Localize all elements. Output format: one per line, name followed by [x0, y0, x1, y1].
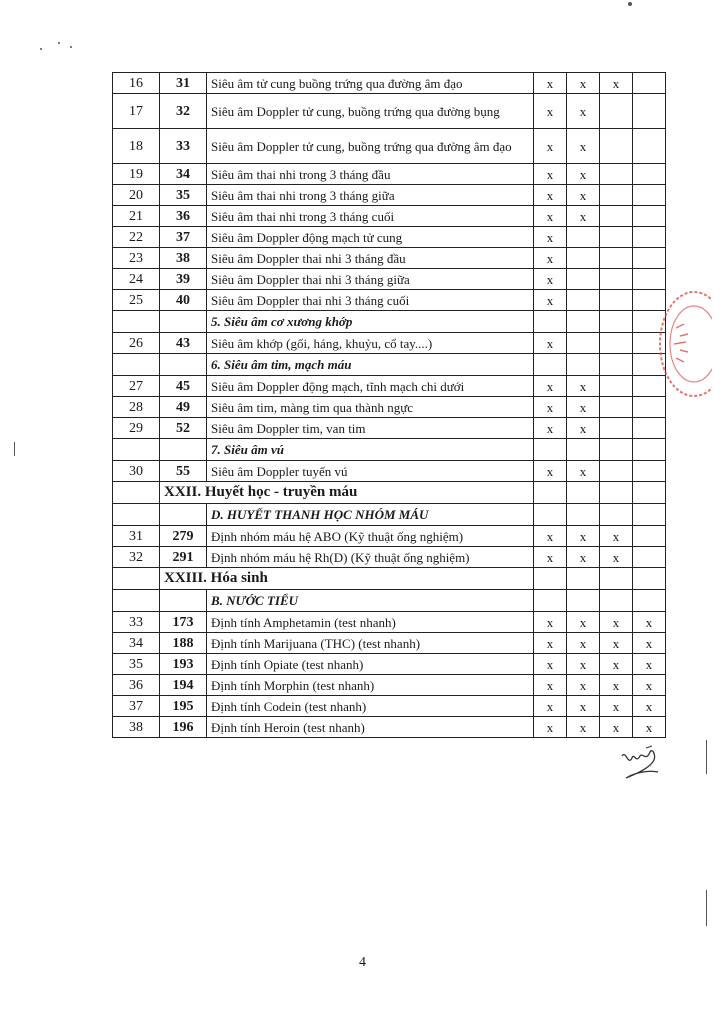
- subsection-header-row: [113, 590, 666, 612]
- empty-cell: [633, 590, 666, 612]
- procedure-code-cell: 33: [160, 129, 207, 164]
- procedure-code-cell: 195: [160, 696, 207, 717]
- table-row: [113, 612, 666, 633]
- empty-cell: [534, 590, 567, 612]
- table-row: [113, 633, 666, 654]
- empty-cell: [160, 311, 207, 333]
- facility-mark-cell: [633, 94, 666, 129]
- handwritten-signature: [616, 744, 662, 784]
- row-number-cell: 19: [113, 164, 160, 185]
- facility-mark-cell: [567, 290, 600, 311]
- scan-line: [706, 890, 707, 926]
- subsection-header-row: [113, 504, 666, 526]
- procedure-name-cell: Siêu âm Doppler động mạch, tĩnh mạch chi dưới: [207, 376, 534, 397]
- procedure-code-cell: 188: [160, 633, 207, 654]
- procedure-name-cell: Siêu âm thai nhi trong 3 tháng đầu: [207, 164, 534, 185]
- facility-mark-cell: x: [567, 397, 600, 418]
- procedure-code-cell: 193: [160, 654, 207, 675]
- facility-mark-cell: x: [633, 717, 666, 738]
- row-number-cell: 24: [113, 269, 160, 290]
- facility-mark-cell: x: [534, 696, 567, 717]
- facility-mark-cell: x: [567, 717, 600, 738]
- row-number-cell: 37: [113, 696, 160, 717]
- procedure-code-cell: 173: [160, 612, 207, 633]
- facility-mark-cell: x: [567, 654, 600, 675]
- facility-mark-cell: x: [567, 94, 600, 129]
- facility-mark-cell: x: [534, 461, 567, 482]
- row-number-cell: 22: [113, 227, 160, 248]
- facility-mark-cell: x: [534, 633, 567, 654]
- procedure-name-cell: Siêu âm thai nhi trong 3 tháng cuối: [207, 206, 534, 227]
- empty-cell: [600, 311, 633, 333]
- table-row: [113, 376, 666, 397]
- empty-cell: [113, 504, 160, 526]
- empty-cell: [534, 311, 567, 333]
- procedure-name-cell: Định tính Codein (test nhanh): [207, 696, 534, 717]
- table-row: [113, 94, 666, 129]
- facility-mark-cell: [567, 227, 600, 248]
- procedure-name-cell: Định tính Amphetamin (test nhanh): [207, 612, 534, 633]
- row-number-cell: 26: [113, 333, 160, 354]
- facility-mark-cell: [600, 94, 633, 129]
- procedure-code-cell: 34: [160, 164, 207, 185]
- row-number-cell: 29: [113, 418, 160, 439]
- facility-mark-cell: x: [600, 717, 633, 738]
- procedure-code-cell: 37: [160, 227, 207, 248]
- row-number-cell: 20: [113, 185, 160, 206]
- facility-mark-cell: x: [633, 654, 666, 675]
- facility-mark-cell: x: [534, 526, 567, 547]
- facility-mark-cell: x: [567, 129, 600, 164]
- facility-mark-cell: x: [534, 376, 567, 397]
- section-header-row: [113, 568, 666, 590]
- table-row: [113, 73, 666, 94]
- procedure-code-cell: 291: [160, 547, 207, 568]
- empty-cell: [534, 439, 567, 461]
- facility-mark-cell: x: [567, 547, 600, 568]
- section-title: XXIII. Hóa sinh: [160, 568, 534, 590]
- empty-cell: [113, 439, 160, 461]
- facility-mark-cell: [600, 376, 633, 397]
- facility-mark-cell: x: [600, 675, 633, 696]
- procedure-code-cell: 196: [160, 717, 207, 738]
- empty-cell: [600, 568, 633, 590]
- empty-cell: [600, 439, 633, 461]
- empty-cell: [600, 590, 633, 612]
- facility-mark-cell: [633, 418, 666, 439]
- empty-cell: [534, 568, 567, 590]
- procedure-name-cell: Định tính Morphin (test nhanh): [207, 675, 534, 696]
- empty-cell: [160, 504, 207, 526]
- facility-mark-cell: [567, 333, 600, 354]
- facility-mark-cell: x: [567, 185, 600, 206]
- procedure-name-cell: Định tính Opiate (test nhanh): [207, 654, 534, 675]
- table-row: [113, 654, 666, 675]
- facility-mark-cell: x: [567, 696, 600, 717]
- empty-cell: [600, 354, 633, 376]
- facility-mark-cell: x: [534, 397, 567, 418]
- facility-mark-cell: [600, 164, 633, 185]
- facility-mark-cell: x: [534, 129, 567, 164]
- procedure-name-cell: Định tính Marijuana (THC) (test nhanh): [207, 633, 534, 654]
- subsection-header-row: [113, 311, 666, 333]
- facility-mark-cell: x: [534, 717, 567, 738]
- empty-cell: [633, 568, 666, 590]
- facility-mark-cell: x: [567, 526, 600, 547]
- empty-cell: [534, 354, 567, 376]
- facility-mark-cell: x: [534, 164, 567, 185]
- facility-mark-cell: x: [600, 547, 633, 568]
- facility-mark-cell: x: [534, 248, 567, 269]
- facility-mark-cell: x: [534, 547, 567, 568]
- procedure-name-cell: Siêu âm khớp (gối, háng, khuỷu, cổ tay....): [207, 333, 534, 354]
- section-title: XXII. Huyết học - truyền máu: [160, 482, 534, 504]
- row-number-cell: 34: [113, 633, 160, 654]
- facility-mark-cell: [600, 227, 633, 248]
- facility-mark-cell: [633, 185, 666, 206]
- empty-cell: [160, 439, 207, 461]
- facility-mark-cell: [600, 290, 633, 311]
- facility-mark-cell: x: [600, 633, 633, 654]
- facility-mark-cell: x: [567, 206, 600, 227]
- empty-cell: [567, 311, 600, 333]
- table-row: [113, 227, 666, 248]
- procedure-name-cell: Định tính Heroin (test nhanh): [207, 717, 534, 738]
- red-seal-stamp: [654, 288, 712, 400]
- empty-cell: [567, 504, 600, 526]
- procedure-code-cell: 36: [160, 206, 207, 227]
- procedure-name-cell: Siêu âm Doppler động mạch tử cung: [207, 227, 534, 248]
- row-number-cell: 35: [113, 654, 160, 675]
- empty-cell: [113, 311, 160, 333]
- procedure-name-cell: Siêu âm thai nhi trong 3 tháng giữa: [207, 185, 534, 206]
- procedure-name-cell: Siêu âm Doppler tử cung, buồng trứng qua đường âm đạo: [207, 129, 534, 164]
- scan-speck: [70, 46, 72, 48]
- table-row: [113, 717, 666, 738]
- facility-mark-cell: x: [534, 654, 567, 675]
- facility-mark-cell: x: [567, 675, 600, 696]
- row-number-cell: 17: [113, 94, 160, 129]
- row-number-cell: 16: [113, 73, 160, 94]
- empty-cell: [600, 482, 633, 504]
- row-number-cell: 21: [113, 206, 160, 227]
- facility-mark-cell: [633, 164, 666, 185]
- procedure-name-cell: Định nhóm máu hệ ABO (Kỹ thuật ống nghiệm): [207, 526, 534, 547]
- empty-cell: [534, 504, 567, 526]
- subsection-header-row: [113, 354, 666, 376]
- facility-mark-cell: [633, 248, 666, 269]
- scan-speck: [58, 42, 60, 44]
- table-row: [113, 248, 666, 269]
- subsection-title: 6. Siêu âm tim, mạch máu: [207, 354, 534, 376]
- facility-mark-cell: [633, 227, 666, 248]
- facility-mark-cell: x: [567, 633, 600, 654]
- procedure-code-cell: 55: [160, 461, 207, 482]
- empty-cell: [567, 482, 600, 504]
- facility-mark-cell: x: [567, 376, 600, 397]
- facility-mark-cell: x: [534, 612, 567, 633]
- procedure-name-cell: Định nhóm máu hệ Rh(D) (Kỹ thuật ống nghiệm): [207, 547, 534, 568]
- procedure-code-cell: 43: [160, 333, 207, 354]
- empty-cell: [600, 504, 633, 526]
- empty-cell: [633, 504, 666, 526]
- table-row: [113, 461, 666, 482]
- empty-cell: [567, 568, 600, 590]
- facility-mark-cell: x: [534, 290, 567, 311]
- row-number-cell: 33: [113, 612, 160, 633]
- scan-line: [706, 740, 707, 774]
- procedure-code-cell: 194: [160, 675, 207, 696]
- row-number-cell: 28: [113, 397, 160, 418]
- row-number-cell: 36: [113, 675, 160, 696]
- facility-mark-cell: [600, 461, 633, 482]
- facility-mark-cell: [600, 333, 633, 354]
- row-number-cell: 23: [113, 248, 160, 269]
- table-row: [113, 333, 666, 354]
- section-header-row: [113, 482, 666, 504]
- row-number-cell: 32: [113, 547, 160, 568]
- procedure-name-cell: Siêu âm Doppler tim, van tim: [207, 418, 534, 439]
- table-row: [113, 675, 666, 696]
- procedure-name-cell: Siêu âm Doppler thai nhi 3 tháng đầu: [207, 248, 534, 269]
- procedure-code-cell: 38: [160, 248, 207, 269]
- facility-mark-cell: x: [534, 206, 567, 227]
- procedure-code-cell: 39: [160, 269, 207, 290]
- facility-mark-cell: [600, 185, 633, 206]
- facility-mark-cell: x: [534, 185, 567, 206]
- facility-mark-cell: x: [633, 696, 666, 717]
- facility-mark-cell: x: [534, 675, 567, 696]
- empty-cell: [567, 590, 600, 612]
- procedure-code-cell: 279: [160, 526, 207, 547]
- facility-mark-cell: [600, 206, 633, 227]
- procedure-name-cell: Siêu âm Doppler thai nhi 3 tháng giữa: [207, 269, 534, 290]
- procedure-table-container: [112, 72, 653, 738]
- facility-mark-cell: x: [600, 654, 633, 675]
- procedure-name-cell: Siêu âm tim, màng tim qua thành ngực: [207, 397, 534, 418]
- facility-mark-cell: x: [567, 418, 600, 439]
- subsection-title: D. HUYẾT THANH HỌC NHÓM MÁU: [207, 504, 534, 526]
- empty-cell: [160, 354, 207, 376]
- facility-mark-cell: x: [633, 612, 666, 633]
- row-number-cell: 30: [113, 461, 160, 482]
- facility-mark-cell: [600, 129, 633, 164]
- facility-mark-cell: x: [567, 73, 600, 94]
- procedure-name-cell: Siêu âm Doppler tuyến vú: [207, 461, 534, 482]
- empty-cell: [113, 568, 160, 590]
- facility-mark-cell: [600, 269, 633, 290]
- empty-cell: [633, 439, 666, 461]
- procedure-code-cell: 32: [160, 94, 207, 129]
- table-row: [113, 129, 666, 164]
- facility-mark-cell: [567, 269, 600, 290]
- procedure-name-cell: Siêu âm tử cung buồng trứng qua đường âm đạo: [207, 73, 534, 94]
- row-number-cell: 31: [113, 526, 160, 547]
- facility-mark-cell: x: [534, 418, 567, 439]
- procedure-table-body: [113, 73, 666, 738]
- row-number-cell: 27: [113, 376, 160, 397]
- scan-line: [14, 442, 15, 456]
- procedure-name-cell: Siêu âm Doppler thai nhi 3 tháng cuối: [207, 290, 534, 311]
- facility-mark-cell: [567, 248, 600, 269]
- subsection-title: 5. Siêu âm cơ xương khớp: [207, 311, 534, 333]
- facility-mark-cell: x: [600, 526, 633, 547]
- table-row: [113, 164, 666, 185]
- procedure-name-cell: Siêu âm Doppler tử cung, buồng trứng qua đường bụng: [207, 94, 534, 129]
- facility-mark-cell: x: [633, 633, 666, 654]
- row-number-cell: 25: [113, 290, 160, 311]
- table-row: [113, 397, 666, 418]
- empty-cell: [113, 354, 160, 376]
- procedure-code-cell: 52: [160, 418, 207, 439]
- facility-mark-cell: x: [534, 73, 567, 94]
- facility-mark-cell: x: [600, 612, 633, 633]
- empty-cell: [633, 482, 666, 504]
- facility-mark-cell: [633, 206, 666, 227]
- table-row: [113, 547, 666, 568]
- facility-mark-cell: x: [534, 94, 567, 129]
- procedure-code-cell: 40: [160, 290, 207, 311]
- facility-mark-cell: x: [567, 461, 600, 482]
- procedure-code-cell: 35: [160, 185, 207, 206]
- facility-mark-cell: [633, 526, 666, 547]
- subsection-title: B. NƯỚC TIỂU: [207, 590, 534, 612]
- facility-mark-cell: [633, 269, 666, 290]
- table-row: [113, 290, 666, 311]
- facility-mark-cell: x: [600, 696, 633, 717]
- facility-mark-cell: x: [534, 269, 567, 290]
- page-number: 4: [359, 955, 366, 970]
- table-row: [113, 269, 666, 290]
- subsection-header-row: [113, 439, 666, 461]
- scan-speck: [40, 48, 42, 50]
- facility-mark-cell: x: [534, 227, 567, 248]
- table-row: [113, 206, 666, 227]
- facility-mark-cell: x: [600, 73, 633, 94]
- facility-mark-cell: [633, 461, 666, 482]
- row-number-cell: 38: [113, 717, 160, 738]
- facility-mark-cell: [633, 129, 666, 164]
- row-number-cell: 18: [113, 129, 160, 164]
- empty-cell: [567, 354, 600, 376]
- procedure-code-cell: 49: [160, 397, 207, 418]
- scan-speck: [628, 2, 632, 6]
- facility-mark-cell: [633, 73, 666, 94]
- empty-cell: [113, 590, 160, 612]
- table-row: [113, 696, 666, 717]
- procedure-code-cell: 45: [160, 376, 207, 397]
- facility-mark-cell: x: [633, 675, 666, 696]
- facility-mark-cell: [600, 397, 633, 418]
- empty-cell: [113, 482, 160, 504]
- procedure-code-cell: 31: [160, 73, 207, 94]
- facility-mark-cell: x: [534, 333, 567, 354]
- table-row: [113, 526, 666, 547]
- procedure-table: [112, 72, 666, 738]
- table-row: [113, 418, 666, 439]
- subsection-title: 7. Siêu âm vú: [207, 439, 534, 461]
- empty-cell: [534, 482, 567, 504]
- facility-mark-cell: [600, 418, 633, 439]
- facility-mark-cell: x: [567, 164, 600, 185]
- facility-mark-cell: [600, 248, 633, 269]
- table-row: [113, 185, 666, 206]
- facility-mark-cell: [633, 547, 666, 568]
- empty-cell: [567, 439, 600, 461]
- facility-mark-cell: x: [567, 612, 600, 633]
- empty-cell: [160, 590, 207, 612]
